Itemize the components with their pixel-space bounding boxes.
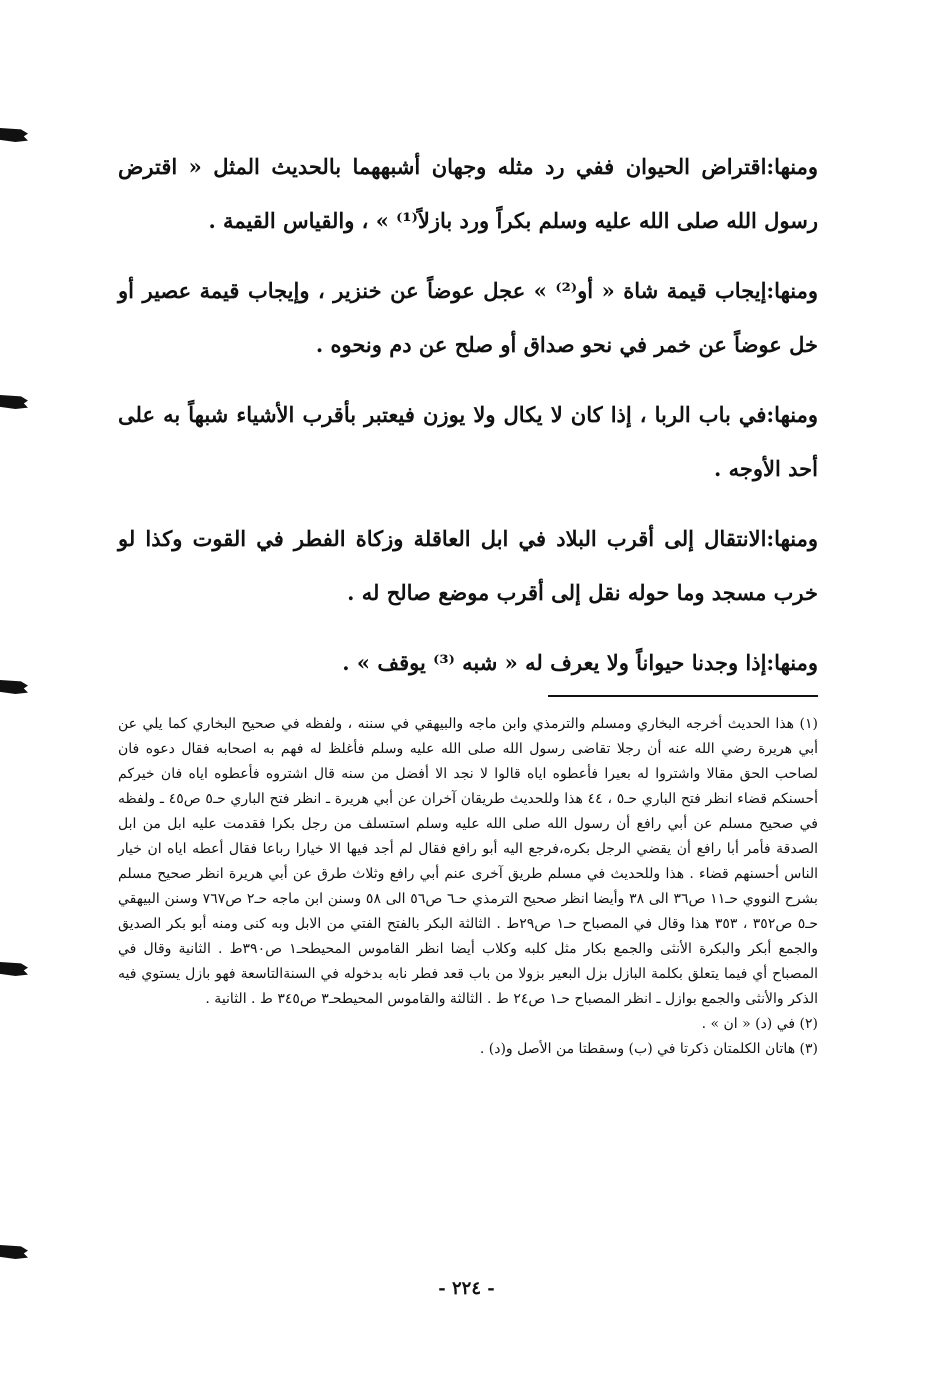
footnotes [118,712,818,1062]
page-number: - ٢٢٤ - [438,1278,495,1299]
main-text [118,140,818,706]
footnote: (٣) هاتان الكلمتان ذكرتا في (ب) وسقطتا من الأصل و(د) . [479,1041,818,1057]
footnote: (١) هذا الحديث أخرجه البخاري ومسلم والترمذي وابن ماجه والبيهقي في سننه ، ولفظه في صحيح البخاري كما يلي عن أبي هريرة رضي الله عنه أن رجلا تقاضى رسول الله صلى الله عليه وسلم فأغلظ له فهم به اصحابه فقال دعوه فان لصاحب الحق مقالا واشتروا له بعيرا فأعطوه اياه قالوا لا نجد الا أفضل من سنه قال اشتروه فأعطوه اياه فان خيركم أحسنكم قضاء انظر فتح الباري حـ٥ ، ٤٤ هذا وللحديث طريقان آخران عن أبي هريرة ـ انظر فتح الباري حـ٥ ص٤٥ ـ ولفظه في صحيح مسلم عن أبي رافع أن رسول الله صلى الله عليه وسلم استسلف من رجل بكرا فقدمت عليه ابل من ابل الصدقة فأمر أبا رافع أن يقضي الرجل بكره،فرجع اليه أبو رافع فقال لم أجد فيها الا خيارا رباعا فقال أعطه اياه ان خيار الناس أحسنهم قضاء . هذا وللحديث في مسلم طريق آخرى عنم أبي رافع وثلاث طرق عن أبي هريرة انظر صحيح مسلم بشرح النووي حـ١١ ص٣٦ الى ٣٨ وأيضا انظر صحيح الترمذي حـ٦ ص٥٦ الى ٥٨ وسنن ابن ماجه حـ٢ ص٧٦٧ وسنن البيهقي حـ٥ ص٣٥٢ ، ٣٥٣ هذا وقال في المصباح حـ١ ص٢٩ط . الثالثة البكر بالفتح الفتي من الابل وبه كنى ومنه أبو بكر الصديق والجمع أبكر والبكرة الأنثى والجمع بكار مثل كلبه وكلاب أيضا انظر القاموس المحيطحـ١ ص٣٩٠ط . الثانية وقال في المصباح أي فيما يتعلق بكلمة البازل بزل البعير بزولا من باب قعد فطر نابه بدخوله في السنةالتاسعة فهو بازل يستوي فيه الذكر والأنثى والجمع بوازل ـ انظر المصباح حـ١ ص٢٤ ط . الثالثة والقاموس المحيطحـ٣ ص٣٤٥ ط . الثانية . [118,716,818,1007]
margin-binding-mark [0,962,28,976]
paragraph: ومنها:إيجاب قيمة شاة « أو⁽²⁾ » عجل عوضاً عن خنزير ، وإيجاب قيمة عصير أو خل عوضاً عن خمر في نحو صداق أو صلح عن دم ونحوه . [118,278,818,357]
paragraph: ومنها:في باب الربا ، إذا كان لا يكال ولا يوزن فيعتبر بأقرب الأشياء شبهاً به على أحد الأوجه . [118,402,818,481]
margin-binding-mark [0,1245,28,1259]
margin-binding-mark [0,395,28,409]
footnote-divider [548,695,818,697]
margin-binding-mark [0,128,28,142]
paragraph: ومنها:إذا وجدنا حيواناً ولا يعرف له « شبه ⁽³⁾ يوقف » . [342,650,818,675]
paragraph: ومنها:اقتراض الحيوان ففي رد مثله وجهان أشبههما بالحديث المثل « اقترض رسول الله صلى الله عليه وسلم بكراً ورد بازلاً⁽¹⁾ » ، والقياس القيمة . [118,154,818,233]
paragraph: ومنها:الانتقال إلى أقرب البلاد في ابل العاقلة وزكاة الفطر في القوت وكذا لو خرب مسجد وما حوله نقل إلى أقرب موضع صالح له . [118,526,818,605]
footnote: (٢) في (د) « ان » . [701,1016,818,1032]
margin-binding-mark [0,680,28,694]
